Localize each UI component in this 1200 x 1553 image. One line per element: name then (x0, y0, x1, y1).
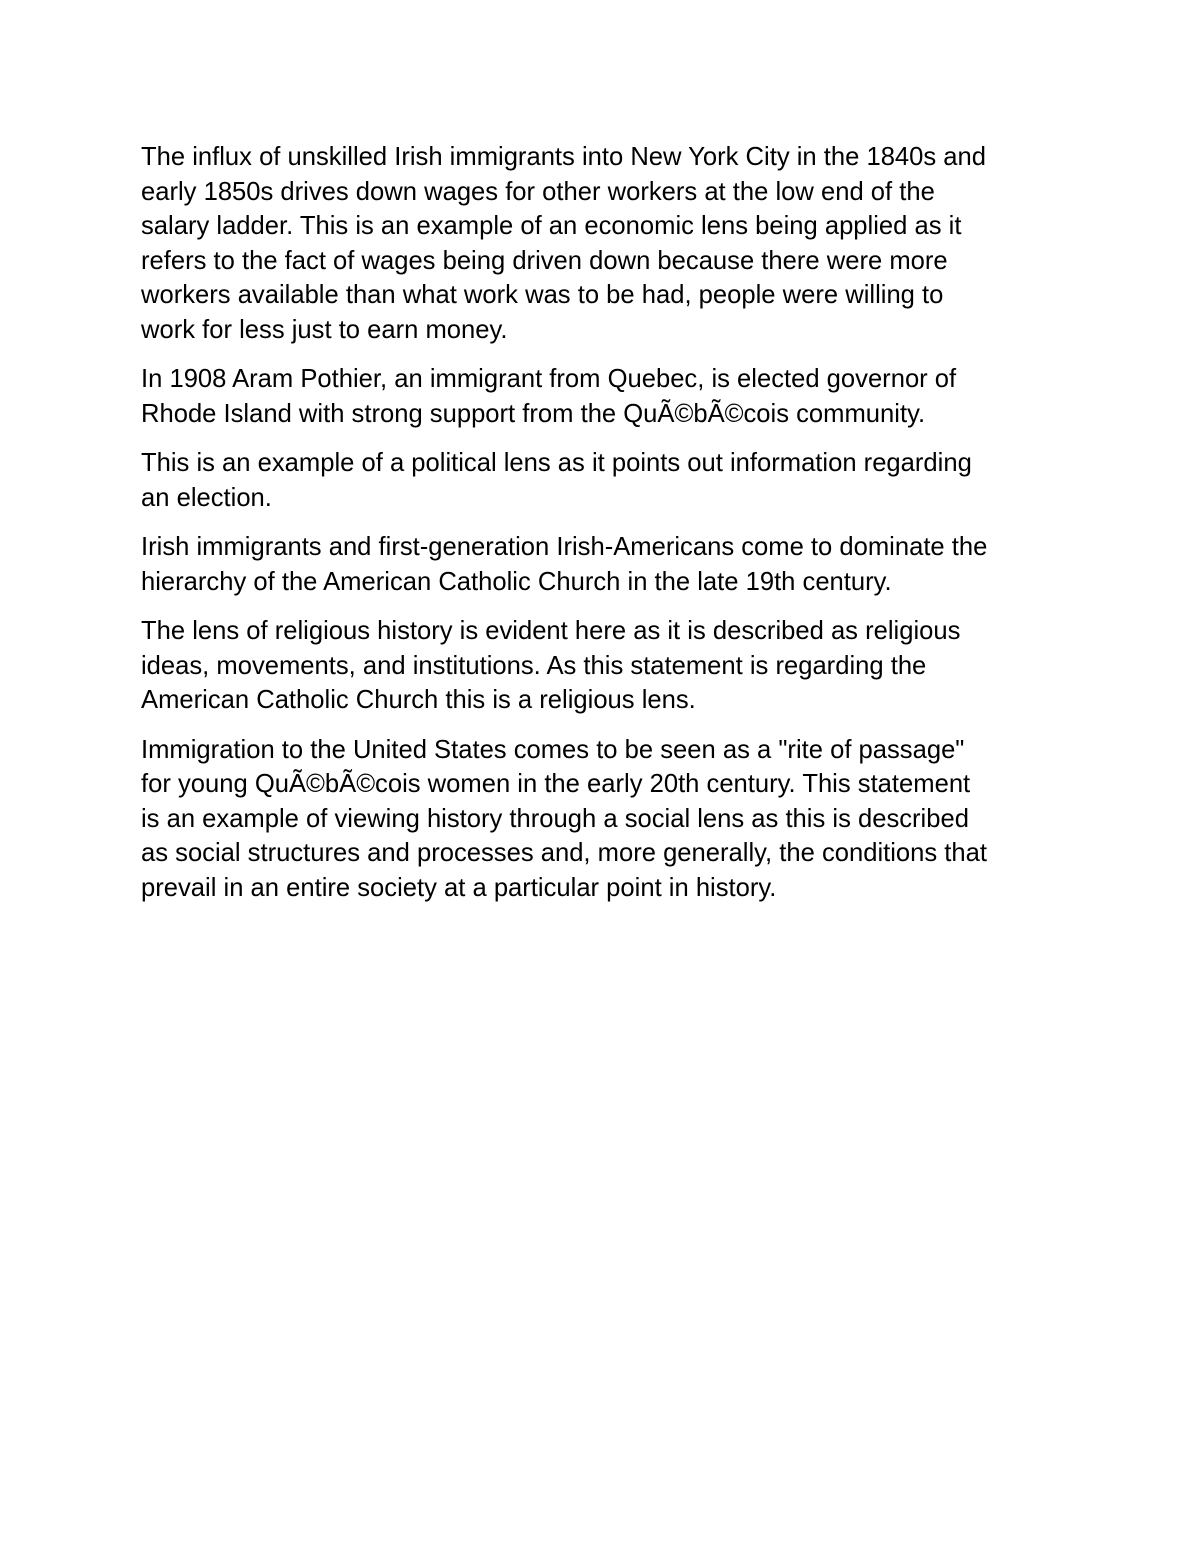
text-line: for young QuÃ©bÃ©cois women in the early 20th century. This statement (141, 770, 971, 798)
paragraph-religious-lens (141, 614, 1061, 718)
document-body (141, 140, 1061, 920)
text-line: In 1908 Aram Pothier, an immigrant from Quebec, is elected governor of (141, 365, 957, 393)
text-line: The lens of religious history is evident here as it is described as religious (141, 617, 961, 645)
text-line: Rhode Island with strong support from the QuÃ©bÃ©cois community. (141, 399, 926, 428)
text-line: prevail in an entire society at a particular point in history. (141, 873, 777, 902)
text-line: Immigration to the United States comes to be seen as a "rite of passage" (141, 735, 965, 764)
paragraph-political-lens (141, 446, 1061, 515)
paragraph-social-lens (141, 733, 1061, 906)
text-line: early 1850s drives down wages for other workers at the low end of the (141, 177, 935, 206)
text-line: is an example of viewing history through a social lens as this is described (141, 804, 969, 833)
text-line: Irish immigrants and first-generation Irish-Americans come to dominate the (141, 533, 988, 561)
paragraph-economic-example (141, 140, 1061, 347)
text-line: refers to the fact of wages being driven down because there were more (141, 246, 948, 275)
text-line: ideas, movements, and institutions. As this statement is regarding the (141, 651, 927, 680)
text-line: salary ladder. This is an example of an economic lens being applied as it (141, 212, 962, 240)
text-line: as social structures and processes and, more generally, the conditions that (141, 839, 987, 867)
text-line: American Catholic Church this is a religious lens. (141, 686, 696, 714)
text-line: The influx of unskilled Irish immigrants into New York City in the 1840s and (141, 143, 987, 171)
text-line: hierarchy of the American Catholic Church in the late 19th century. (141, 567, 892, 596)
paragraph-catholic-church-event (141, 530, 1061, 599)
text-line: This is an example of a political lens as it points out information regarding (141, 449, 972, 477)
text-line: an election. (141, 483, 272, 512)
text-line: workers available than what work was to be had, people were willing to (141, 281, 944, 309)
paragraph-pothier-event (141, 362, 1061, 431)
text-line: work for less just to earn money. (141, 315, 508, 344)
